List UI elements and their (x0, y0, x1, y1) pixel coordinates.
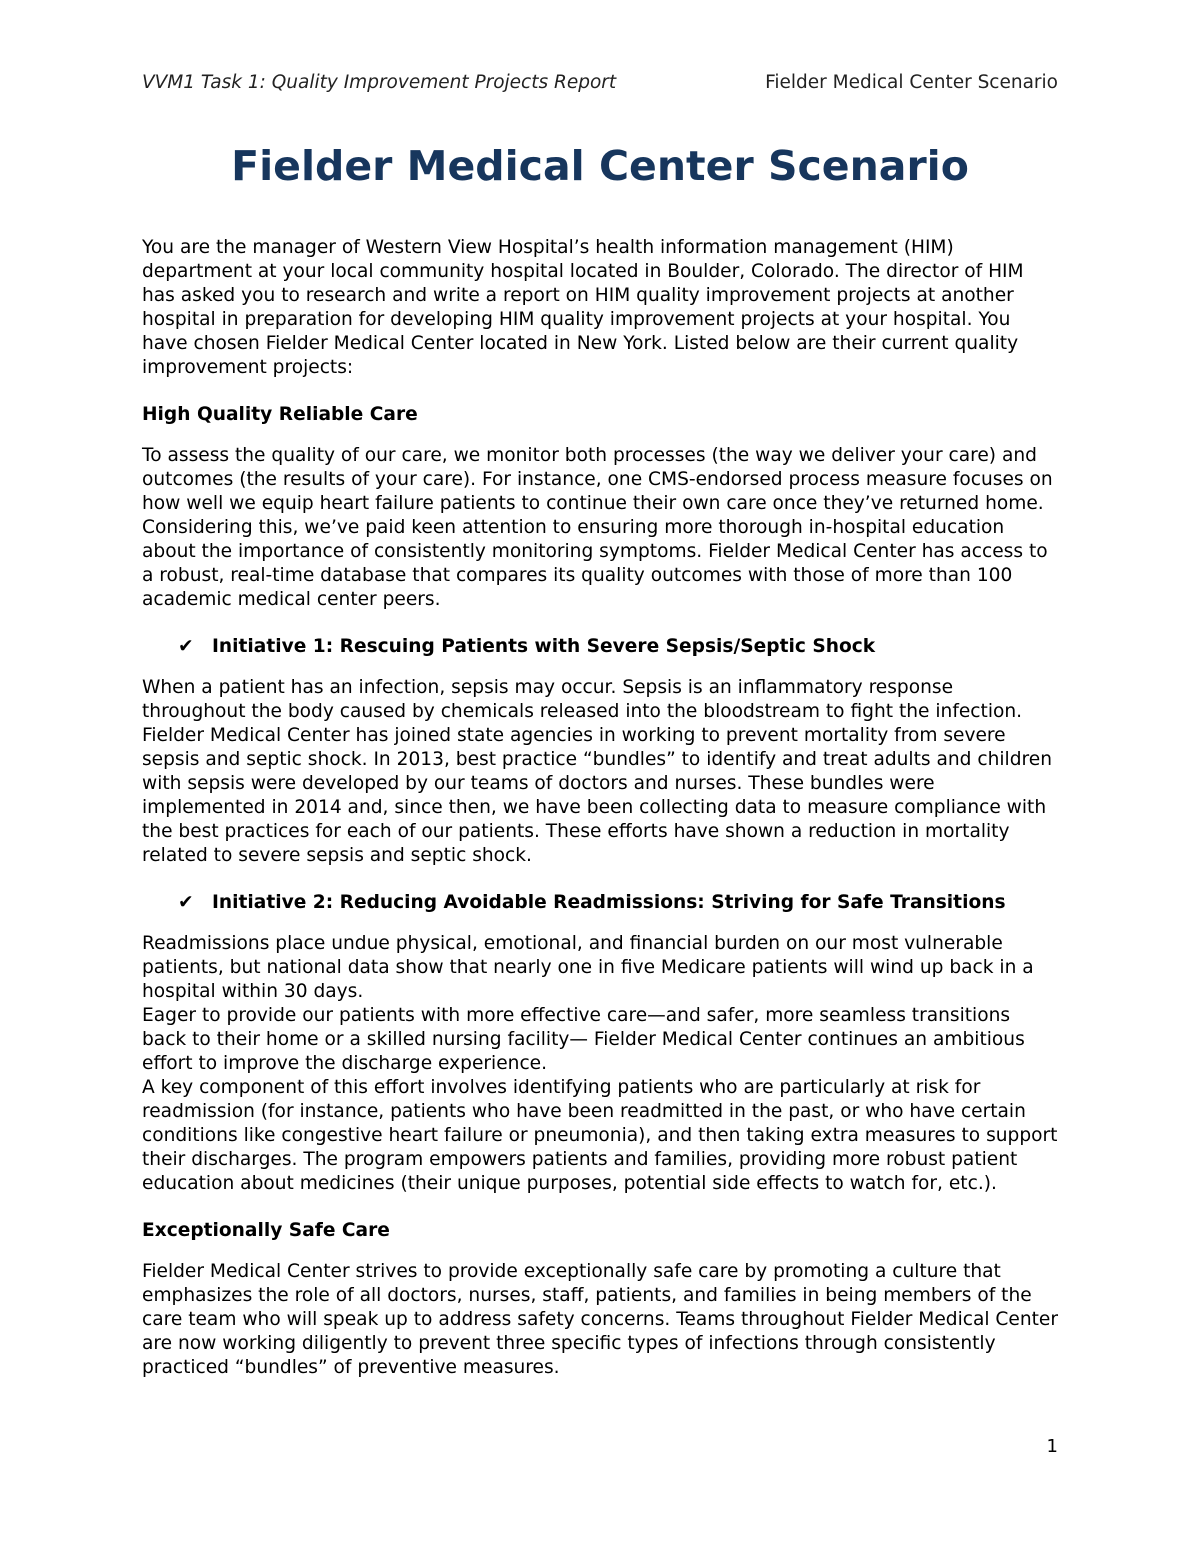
intro-paragraph: You are the manager of Western View Hospital’s health information management (HIM) department at your local community hospital located in Boulder, Colorado. The director of HIM has asked you to research and write a report on HIM quality improvement projects at another hospital in preparation for developing HIM quality improvement projects at your hospital. You have chosen Fielder Medical Center located in New York. Listed below are their current quality improvement projects: (142, 237, 1024, 378)
initiative-2-paragraph-3: A key component of this effort involves identifying patients who are particularly at risk for readmission (for instance, patients who have been readmitted in the past, or who have certain conditions like congestive heart failure or pneumonia), and then taking extra measures to support their discharges. The program empowers patients and families, providing more robust patient education about medicines (their unique purposes, potential side effects to watch for, etc.). (142, 1077, 1058, 1194)
checkmark-icon: ✔ (178, 892, 194, 913)
safe-care-paragraph: Fielder Medical Center strives to provide exceptionally safe care by promoting a culture that emphasizes the role of all doctors, nurses, staff, patients, and families in being members of the care team who will speak up to address safety concerns. Teams throughout Fielder Medical Center are now working diligently to prevent three specific types of infections through consistently practiced “bundles” of preventive measures. (142, 1261, 1059, 1378)
initiative-2-heading (142, 891, 1058, 915)
page-header (142, 72, 1058, 98)
initiative-1-heading (142, 635, 1058, 659)
header-report-title: VVM1 Task 1: Quality Improvement Projects Report (142, 72, 617, 93)
initiative-1-paragraph: When a patient has an infection, sepsis may occur. Sepsis is an inflammatory response throughout the body caused by chemicals released into the bloodstream to fight the infection. Fielder Medical Center has joined state agencies in working to prevent mortality from severe sepsis and septic shock. In 2013, best practice “bundles” to identify and treat adults and children with sepsis were developed by our teams of doctors and nurses. These bundles were implemented in 2014 and, since then, we have been collecting data to measure compliance with the best practices for each of our patients. These efforts have shown a reduction in mortality related to severe sepsis and septic shock. (142, 677, 1052, 866)
page-number: 1 (1046, 1436, 1058, 1457)
initiative-2-paragraph-1: Readmissions place undue physical, emotional, and financial burden on our most vulnerable patients, but national data show that nearly one in five Medicare patients will wind up back in a hospital within 30 days. (142, 933, 1034, 1002)
document-title: Fielder Medical Center Scenario (231, 142, 969, 190)
document-body (142, 138, 1058, 1380)
section-heading-high-quality: High Quality Reliable Care (142, 404, 418, 425)
initiative-1-title: Initiative 1: Rescuing Patients with Severe Sepsis/Septic Shock (212, 636, 876, 657)
header-scenario-title: Fielder Medical Center Scenario (765, 72, 1058, 93)
checkmark-icon: ✔ (178, 636, 194, 657)
initiative-2-title: Initiative 2: Reducing Avoidable Readmissions: Striving for Safe Transitions (212, 892, 1006, 913)
section-heading-safe-care: Exceptionally Safe Care (142, 1220, 390, 1241)
initiative-2-paragraph-2: Eager to provide our patients with more effective care—and safer, more seamless transitions back to their home or a skilled nursing facility— Fielder Medical Center continues an ambitious effort to improve the discharge experience. (142, 1005, 1025, 1074)
high-quality-paragraph: To assess the quality of our care, we monitor both processes (the way we deliver your care) and outcomes (the results of your care). For instance, one CMS-endorsed process measure focuses on how well we equip heart failure patients to continue their own care once they’ve returned home. Considering this, we’ve paid keen attention to ensuring more thorough in-hospital education about the importance of consistently monitoring symptoms. Fielder Medical Center has access to a robust, real-time database that compares its quality outcomes with those of more than 100 academic medical center peers. (142, 445, 1053, 610)
